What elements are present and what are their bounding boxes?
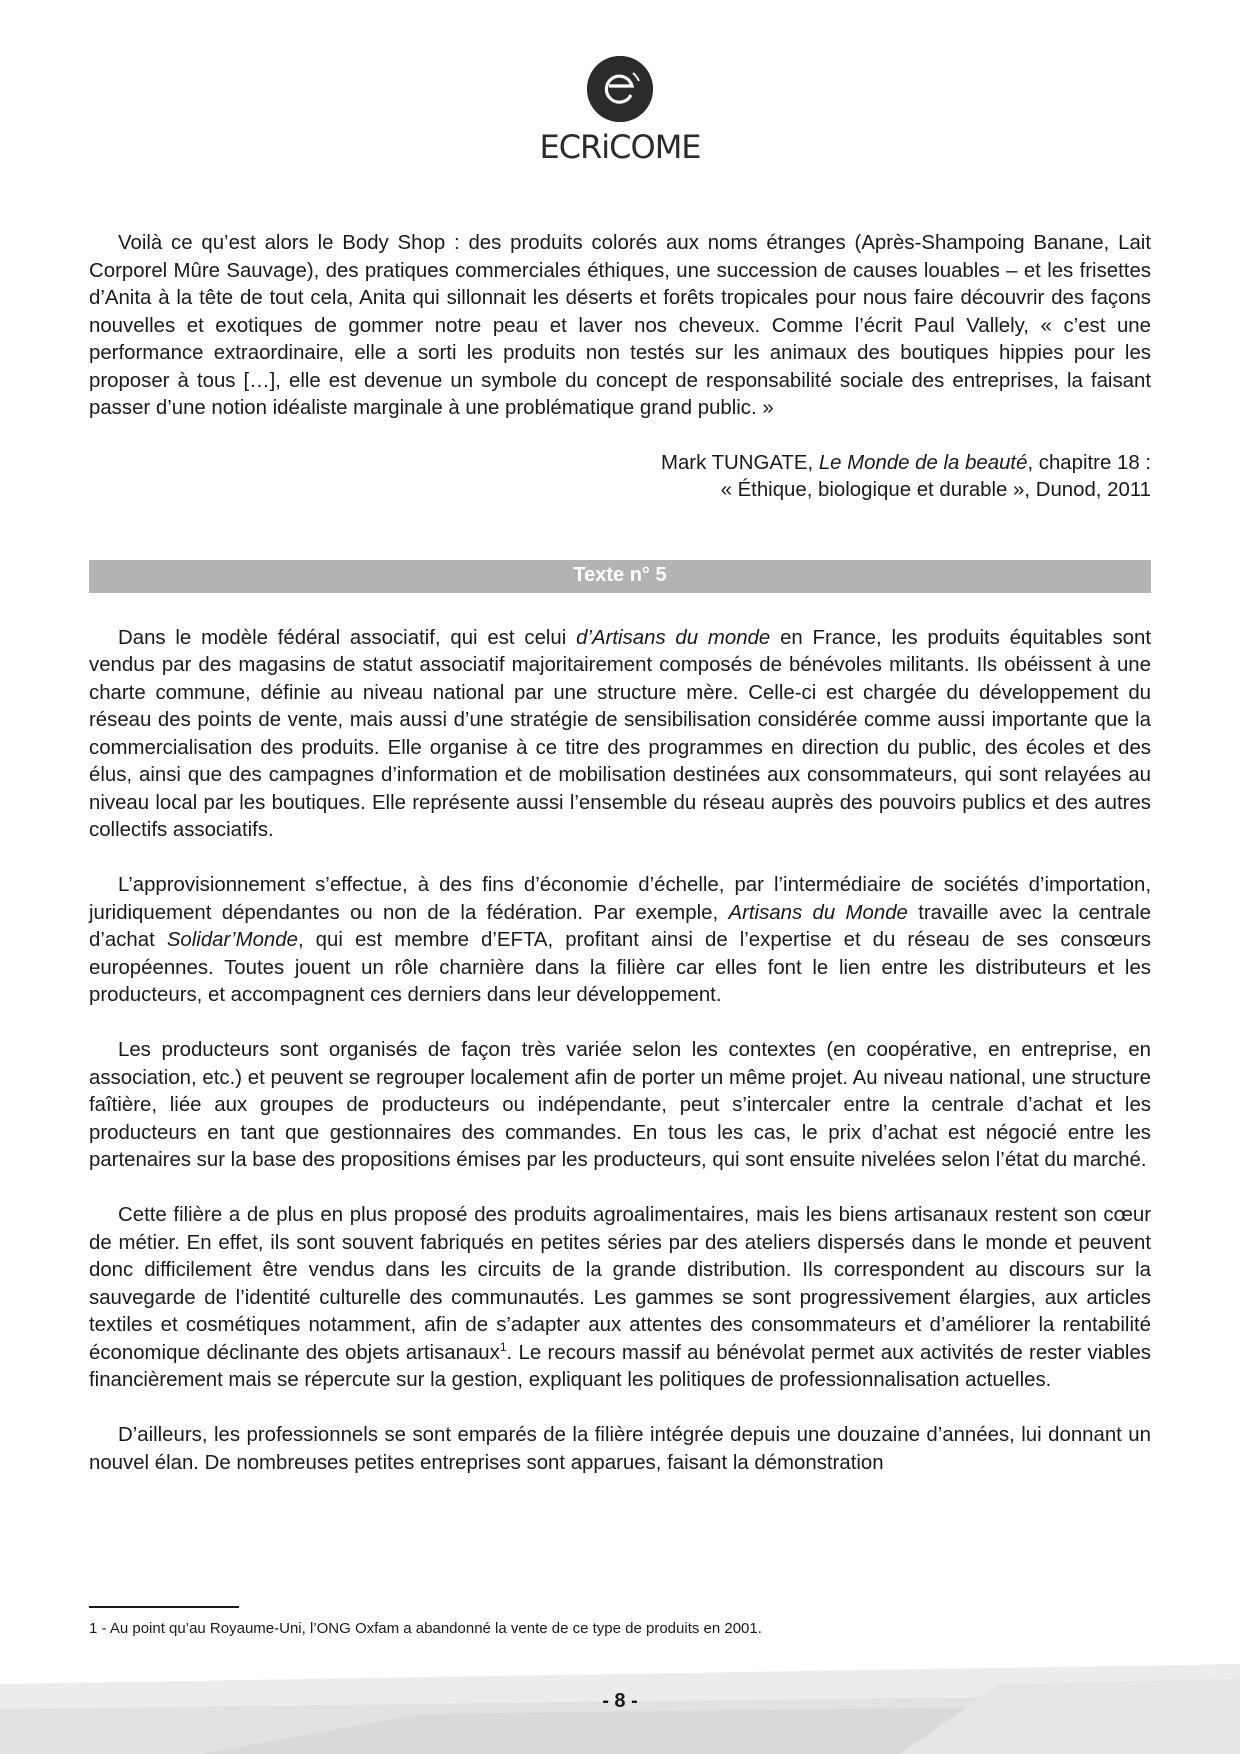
- logo-e-icon: [587, 56, 653, 122]
- footnote-divider: [89, 1606, 239, 1608]
- section1-paragraph: Voilà ce qu’est alors le Body Shop : des produits colorés aux noms étranges (Après-Shampoing Banane, Lait Corporel Mûre Sauvage), des pratiques commerciales éthiques, une succession de causes louables – et les frisettes d’Anita à la tête de tout cela, Anita qui sillonnait les déserts et forêts tropicales pour nous faire découvrir des façons nouvelles et exotiques de gommer notre peau et laver nos cheveux. Comme l’écrit Paul Vallely, « c’est une performance extraordinaire, elle a sorti les produits non testés sur les animaux des boutiques hippies pour les proposer à tous […], elle est devenue un symbole du concept de responsabilité sociale des entreprises, la faisant passer d’une notion idéaliste marginale à une problématique grand public. »: [89, 232, 1151, 419]
- ecricome-logo: [0, 56, 1240, 166]
- document-body: [89, 230, 1151, 1477]
- citation-chapter: , chapitre 18 :: [1027, 451, 1151, 474]
- logo-wordmark: ECRiCOME: [539, 128, 701, 166]
- page-number: - 8 -: [602, 1690, 638, 1712]
- footnote-ref: 1: [499, 1339, 507, 1354]
- section2: [89, 625, 1151, 1478]
- footnote: 1 - Au point qu’au Royaume-Uni, l’ONG Oxfam a abandonné la vente de ce type de produits en 2001.: [89, 1620, 762, 1637]
- citation-line2: « Éthique, biologique et durable », Dunod, 2011: [720, 479, 1151, 501]
- citation-author: Mark TUNGATE,: [660, 451, 819, 474]
- paragraph-3: Les producteurs sont organisés de façon très variée selon les contextes (en coopérative, en entreprise, en association, etc.) et peuvent se regrouper localement afin de porter un même projet. Au niveau national, une structure faîtière, liée aux groupes de producteurs ou indépendante, peut s’intercaler entre la centrale d’achat et les producteurs en tant que gestionnaires des commandes. En tous les cas, le prix d’achat est négocié entre les partenaires sur la base des propositions émises par les producteurs, qui sont ensuite nivelées selon l’état du marché.: [89, 1039, 1151, 1171]
- banner-title: Texte n° 5: [573, 564, 667, 587]
- paragraph-1: Dans le modèle fédéral associatif, qui est celui d’Artisans du monde en France, les produits équitables sont vendus par des magasins de statut associatif majoritairement composés de bénévoles militants. Ils obéissent à une charte commune, définie au niveau national par une structure mère. Celle-ci est chargée du développement du réseau des points de vente, mais aussi d’une stratégie de sensibilisation considérée comme aussi importante que la commercialisation des produits. Elle organise à ce titre des programmes en direction du public, des écoles et des élus, ainsi que des campagnes d’information et de mobilisation destinées aux consommateurs, qui sont relayées au niveau local par les boutiques. Elle représente aussi l’ensemble du réseau auprès des pouvoirs publics et des autres collectifs associatifs.: [89, 626, 1151, 841]
- citation: [89, 450, 1151, 505]
- paragraph-2: L’approvisionnement s’effectue, à des fins d’économie d’échelle, par l’intermédiaire de sociétés d’importation, juridiquement dépendantes ou non de la fédération. Par exemple, Artisans du Monde travaille avec la centrale d’achat Solidar’Monde, qui est membre d’EFTA, profitant ainsi de l’expertise et du réseau de ses consœurs européennes. Toutes jouent un rôle charnière dans la filière car elles font le lien entre les distributeurs et les producteurs, et accompagnent ces derniers dans leur développement.: [89, 874, 1152, 1006]
- paragraph-5: D’ailleurs, les professionnels se sont emparés de la filière intégrée depuis une douzaine d’années, lui donnant un nouvel élan. De nombreuses petites entreprises sont apparues, faisant la démonstration: [89, 1424, 1151, 1474]
- section-banner: [89, 560, 1151, 593]
- paragraph-4: Cette filière a de plus en plus proposé des produits agroalimentaires, mais les biens artisanaux restent son cœur de métier. En effet, ils sont souvent fabriqués en petites séries par des ateliers dispersés dans le monde et peuvent donc difficilement être vendus dans les circuits de la grande distribution. Ils correspondent au discours sur la sauvegarde de l’identité culturelle des communautés. Les gammes se sont progressivement élargies, aux articles textiles et cosmétiques notamment, afin de s’adapter aux attentes des consommateurs et d’améliorer la rentabilité économique déclinante des objets artisanaux$^1$. Le recours massif au bénévolat permet aux activités de rester viables financièrement mais se répercute sur la gestion, expliquant les politiques de professionnalisation actuelles.: [89, 1204, 1151, 1391]
- citation-book: Le Monde de la beauté: [818, 451, 1028, 474]
